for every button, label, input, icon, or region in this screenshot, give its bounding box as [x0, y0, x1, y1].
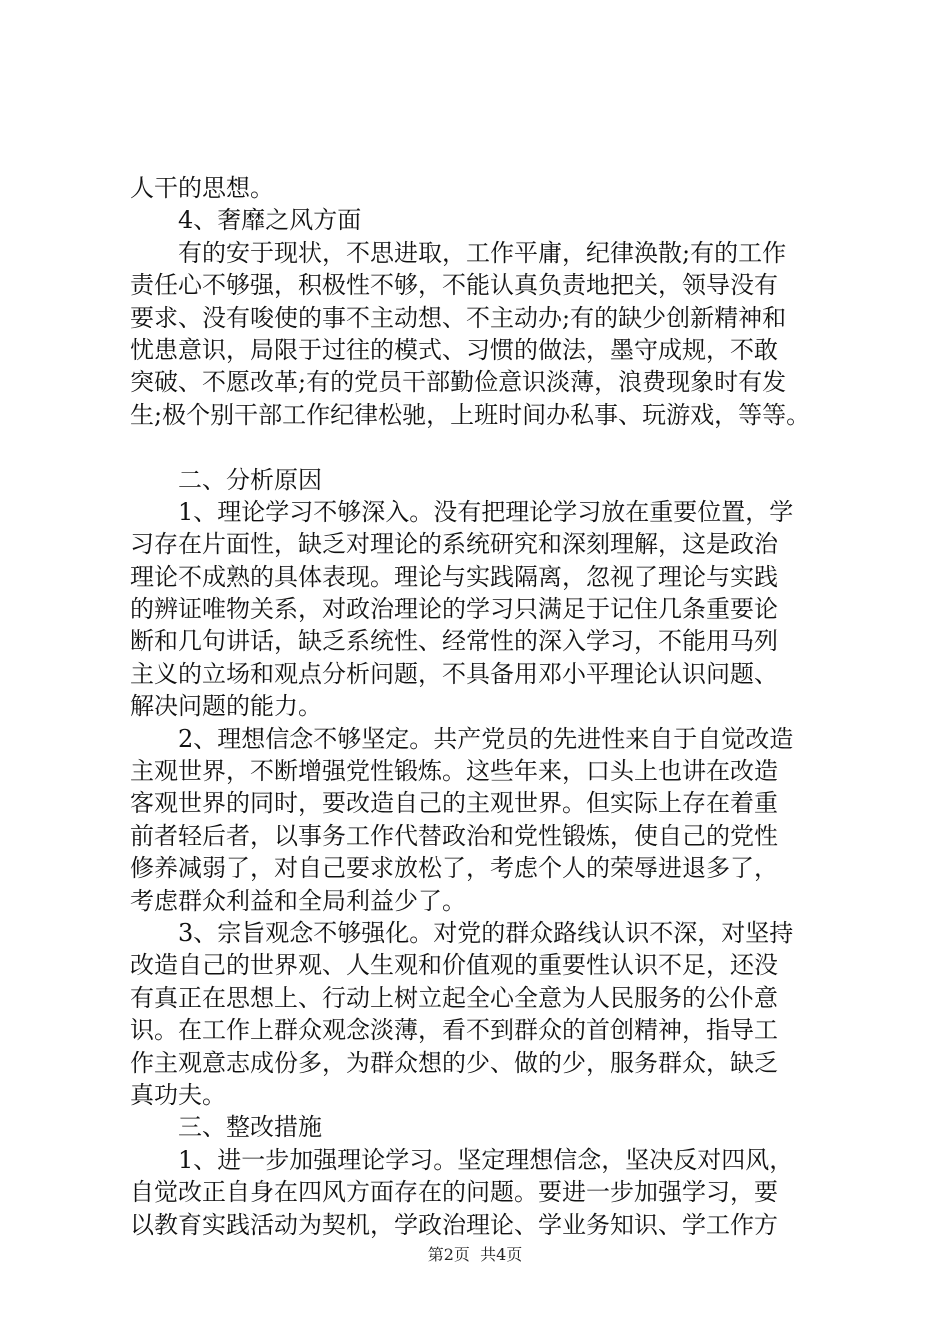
paragraph-line: 有的安于现状，不思进取，工作平庸，纪律涣散;有的工作 — [178, 238, 787, 267]
section-heading: 三、整改措施 — [178, 1113, 322, 1142]
paragraph-line: 识。在工作上群众观念淡薄，看不到群众的首创精神，指导工 — [130, 1016, 778, 1045]
paragraph-line: 作主观意志成份多，为群众想的少、做的少，服务群众，缺乏 — [130, 1048, 778, 1077]
paragraph-line: 主义的立场和观点分析问题，不具备用邓小平理论认识问题、 — [130, 659, 778, 688]
section-subheading: 4、奢靡之风方面 — [178, 206, 362, 235]
paragraph-line: 人干的思想。 — [130, 174, 274, 202]
paragraph-line: 前者轻后者，以事务工作代替政治和党性锻炼，使自己的党性 — [130, 821, 778, 850]
paragraph-line: 考虑群众利益和全局利益少了。 — [130, 886, 466, 915]
paragraph-line: 的辨证唯物关系，对政治理论的学习只满足于记住几条重要论 — [130, 595, 778, 624]
paragraph-line: 真功夫。 — [130, 1080, 226, 1109]
paragraph-line: 解决问题的能力。 — [130, 692, 322, 721]
paragraph-line: 主观世界，不断增强党性锻炼。这些年来，口头上也讲在改造 — [130, 757, 778, 786]
paragraph-line: 突破、不愿改革;有的党员干部勤俭意识淡薄，浪费现象时有发 — [130, 368, 787, 397]
paragraph-line: 责任心不够强，积极性不够，不能认真负责地把关，领导没有 — [130, 271, 778, 300]
paragraph-line: 忧患意识，局限于过往的模式、习惯的做法，墨守成规，不敢 — [130, 335, 778, 364]
paragraph-line: 自觉改正自身在四风方面存在的问题。要进一步加强学习，要 — [130, 1178, 778, 1207]
paragraph-line: 生;极个别干部工作纪律松驰，上班时间办私事、玩游戏，等等。 — [130, 400, 811, 429]
paragraph-line: 有真正在思想上、行动上树立起全心全意为人民服务的公仆意 — [130, 983, 778, 1012]
section-heading: 二、分析原因 — [178, 465, 322, 494]
paragraph-line: 习存在片面性，缺乏对理论的系统研究和深刻理解，这是政治 — [130, 530, 778, 559]
paragraph-line: 断和几句讲话，缺乏系统性、经常性的深入学习，不能用马列 — [130, 627, 778, 656]
page-footer — [0, 1245, 950, 1265]
document-body — [130, 172, 830, 1241]
paragraph-line: 理论不成熟的具体表现。理论与实践隔离，忽视了理论与实践 — [130, 562, 778, 591]
paragraph-line: 改造自己的世界观、人生观和价值观的重要性认识不足，还没 — [130, 951, 778, 980]
paragraph-line: 修养减弱了，对自己要求放松了，考虑个人的荣辱进退多了， — [130, 854, 778, 883]
blank-line — [130, 431, 830, 463]
paragraph-line: 1、进一步加强理论学习。坚定理想信念，坚决反对四风， — [178, 1145, 794, 1174]
paragraph-line: 要求、没有唆使的事不主动想、不主动办;有的缺少创新精神和 — [130, 303, 787, 332]
paragraph-line: 3、宗旨观念不够强化。对党的群众路线认识不深，对坚持 — [178, 918, 794, 947]
paragraph-line: 1、理论学习不够深入。没有把理论学习放在重要位置，学 — [178, 497, 794, 526]
paragraph-line: 2、理想信念不够坚定。共产党员的先进性来自于自觉改造 — [178, 724, 794, 753]
paragraph-line: 客观世界的同时，要改造自己的主观世界。但实际上存在着重 — [130, 789, 778, 818]
paragraph-line: 以教育实践活动为契机，学政治理论、学业务知识、学工作方 — [130, 1210, 778, 1239]
page-number-label: 第2页 共4页 — [427, 1245, 523, 1264]
